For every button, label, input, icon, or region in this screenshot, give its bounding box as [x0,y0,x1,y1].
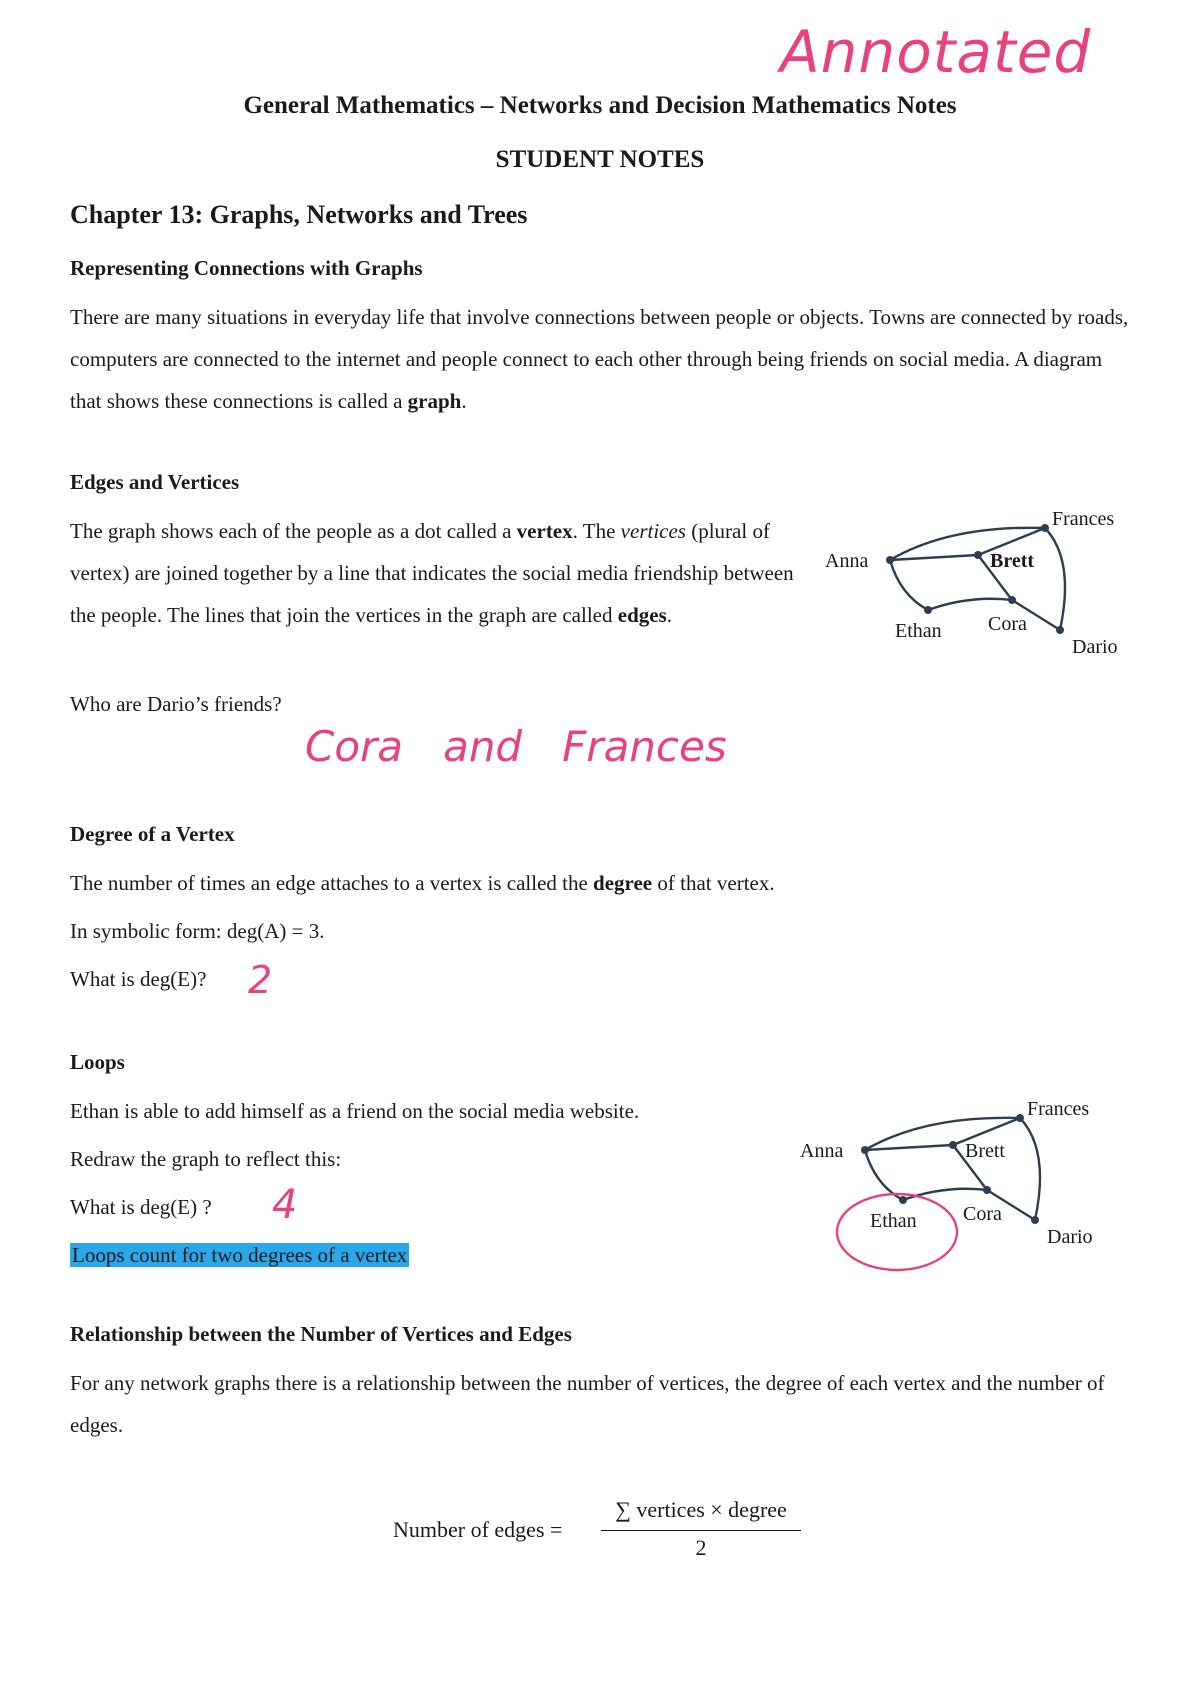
vertex-frances [1041,524,1049,532]
handwritten-answer-deg-e: 2 [248,958,273,1002]
edge-anna-brett [865,1145,953,1150]
label-brett: Brett [965,1140,1005,1162]
vertex-anna [886,556,894,564]
label-cora: Cora [988,613,1027,635]
label-dario: Dario [1072,636,1118,658]
vertex-brett [949,1141,957,1149]
vertex-ethan [899,1196,907,1204]
edge-frances-dario [1020,1118,1040,1220]
edge-anna-brett [890,555,978,560]
handwritten-answer-dario: Cora and Frances [305,722,727,771]
edge-frances-dario [1045,528,1065,630]
vertex-frances [1016,1114,1024,1122]
label-frances: Frances [1052,508,1115,530]
fraction-bar [601,1530,801,1531]
degree-symbolic: In symbolic form: deg(A) = 3. [70,919,325,943]
term-vertex: vertex [516,519,573,543]
loops-paragraph: Ethan is able to add himself as a friend on the social media website. [70,1099,640,1123]
vertex-ethan [924,606,932,614]
document-title: General Mathematics – Networks and Decision Mathematics Notes [243,92,957,119]
loop-ethan [837,1194,957,1270]
loops-instruction: Redraw the graph to reflect this: [70,1147,342,1171]
formula-denominator: 2 [695,1535,707,1560]
heading-representing-connections: Representing Connections with Graphs [70,256,423,280]
heading-edges-vertices: Edges and Vertices [70,470,240,494]
paragraph-relationship: For any network graphs there is a relationship between the number of vertices, the degree of each vertex and the number of edges. [70,1371,1105,1437]
formula-numerator: ∑ vertices × degree [615,1497,787,1522]
heading-relationship: Relationship between the Number of Vertices and Edges [70,1322,572,1346]
question-deg-e: What is deg(E)? [70,967,207,991]
question-deg-e-loop: What is deg(E) ? [70,1195,212,1219]
vertex-anna [861,1146,869,1154]
label-brett: Brett [990,550,1035,572]
formula-lhs: Number of edges = [393,1517,563,1542]
heading-loops: Loops [70,1050,125,1074]
highlighted-text: Loops count for two degrees of a vertex [72,1243,408,1267]
question-dario-friends: Who are Dario’s friends? [70,692,282,716]
label-anna: Anna [825,550,869,572]
label-dario: Dario [1047,1226,1093,1248]
vertex-cora [983,1186,991,1194]
vertex-brett [974,551,982,559]
edge-anna-ethan [865,1150,903,1200]
document-subtitle: STUDENT NOTES [495,146,705,173]
vertex-dario [1056,626,1064,634]
chapter-title: Chapter 13: Graphs, Networks and Trees [70,200,528,229]
term-degree: degree [593,871,653,895]
label-ethan: Ethan [895,620,942,642]
friendship-graph-with-loop [775,1090,1115,1280]
edge-anna-ethan [890,560,928,610]
loops-highlight-note [70,1234,409,1276]
term-edges: edges [617,603,667,627]
label-cora: Cora [963,1203,1002,1225]
vertex-cora [1008,596,1016,604]
label-ethan: Ethan [870,1210,917,1232]
label-anna: Anna [800,1140,844,1162]
paragraph-edges-vertices: The graph shows each of the people as a dot called a vertex. The vertices (plural of vertex) are joined together by a line that indicates the social media friendship between the people. The lines that join the vertices in the graph are called edges. [70,519,794,627]
label-frances: Frances [1027,1098,1090,1120]
text: There are many situations in everyday life that involve connections between people or objects. Towns are connected by roads, computers are connected to the internet and people connect to each other through being friends on social media. A diagram that shows these connections is called a [70,305,1129,413]
heading-degree: Degree of a Vertex [70,822,235,846]
edge-ethan-cora [903,1189,987,1200]
friendship-graph [800,500,1140,670]
term-graph: graph [407,389,462,413]
handwritten-answer-deg-e-loop: 4 [272,1182,298,1228]
annotated-stamp: Annotated [780,18,1092,86]
paragraph-degree: The number of times an edge attaches to a vertex is called the degree of that vertex. [70,871,775,895]
term-vertices: vertices [620,519,686,543]
paragraph-representing: There are many situations in everyday life that involve connections between people or objects. Towns are connected by roads, computers are connected to the internet and people connect to each other through being friends on social media. A diagram that shows these connections is called a graph. [70,305,1129,413]
vertex-dario [1031,1216,1039,1224]
edge-ethan-cora [928,599,1012,610]
